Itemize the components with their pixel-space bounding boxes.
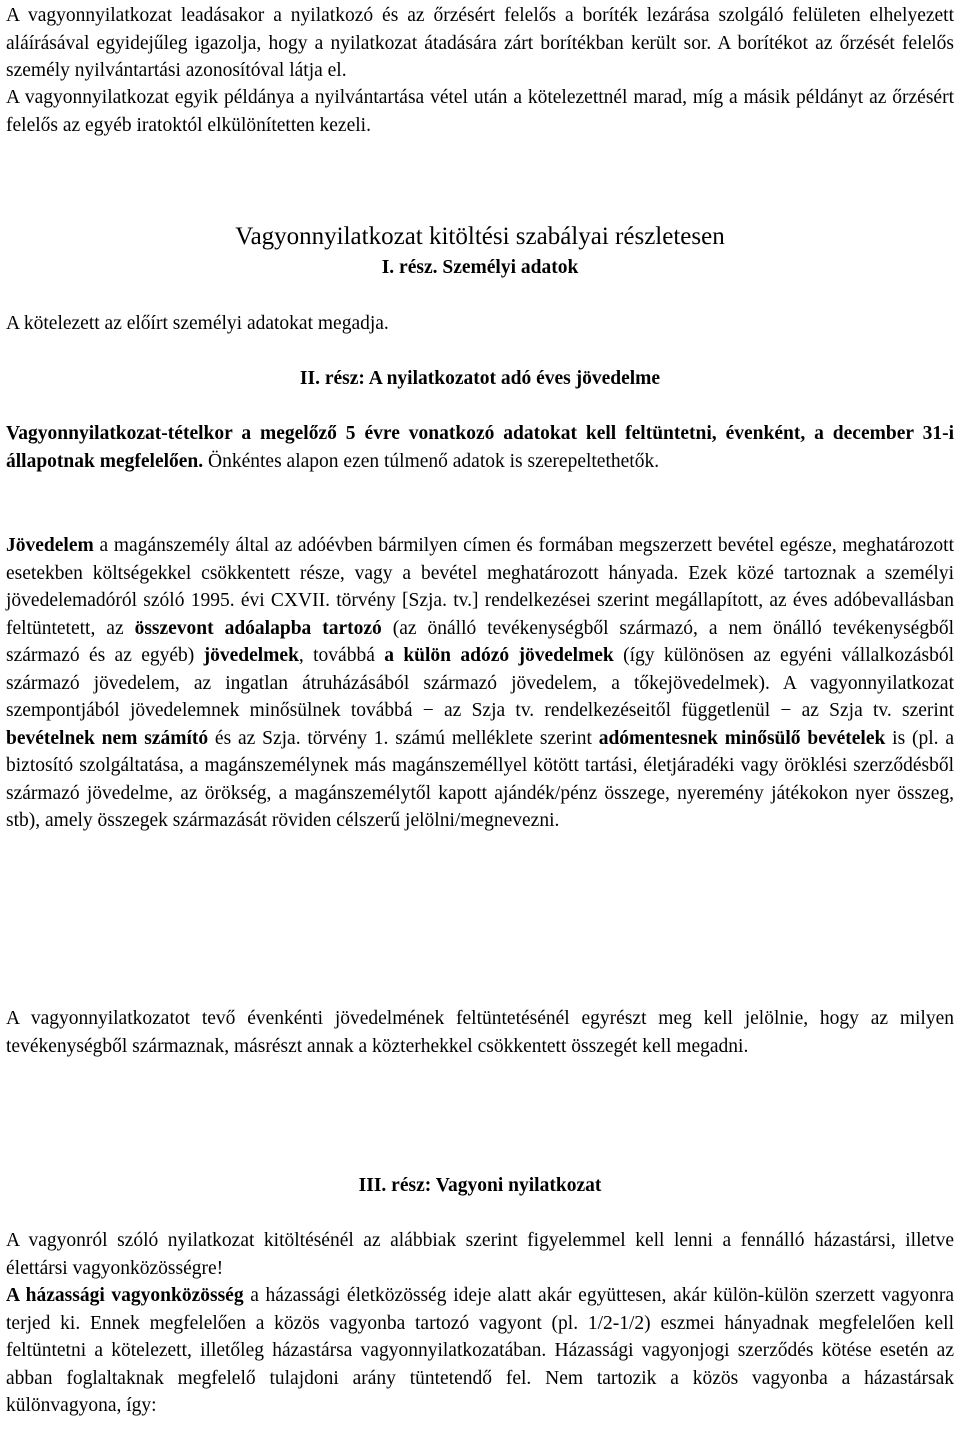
income-bold-3: jövedelmek xyxy=(203,645,299,666)
part2-heading: II. rész: A nyilatkozatot adó éves jövedelme xyxy=(299,368,661,389)
income-text-4: (így különösen az egyéni vállalkozásból származó jövedelem, az ingatlan átruházásából származó jövedelem, a tőkejövedelmek). A vagyonnyilatkozat szempontjából jövedelemnek minősülnek továbbá − az Szja tv. rendelkezéseitől függetlenül − az Szja tv. szerint xyxy=(6,645,954,721)
income-bold-6: adómentesnek minősülő bevételek xyxy=(598,727,886,749)
intro-paragraph-1: A vagyonnyilatkozat leadásakor a nyilatkozó és az őrzésért felelős a boríték lezárása szolgáló felületen elhelyezett aláírásával egyidejűleg igazolja, hogy a nyilatkozat átadására zárt borítékban került sor. A borítékot az őrzését felelős személy nyilvántartási azonosítóval látja el. xyxy=(6,5,954,81)
part2-paragraph-3: A vagyonnyilatkozatot tevő évenkénti jövedelmének feltüntetésénél egyrészt meg kell jelölnie, hogy az milyen tevékenységből származnak, másrészt annak a közterhekkel csökkentett összegét kell megadni. xyxy=(6,1008,954,1057)
income-definition-paragraph xyxy=(6,532,954,835)
income-text-1: a magánszemély által az adóévben bármilyen címen és formában megszerzett bevétel egésze, meghatározott esetekben költségekkel csökkentett része, vagy a bevétel meghatározott hányada. Ezek közé tartoznak a személyi jövedelemadóról szóló 1995. évi CXVII. törvény [Szja. tv.] rendelkezései szerint megállapított, az éves adóbevallásban feltüntetett, az xyxy=(6,535,954,639)
part1-heading-wrap xyxy=(0,254,960,281)
intro-paragraph-2: A vagyonnyilatkozat egyik példánya a nyilvántartása vétel után a kötelezettnél marad, míg a másik példányt az őrzésért felelős az egyéb iratoktól elkülönítetten kezeli. xyxy=(6,87,954,136)
part3-paragraph-2-rest: a házassági életközösség ideje alatt akár együttesen, akár külön-külön szerzett vagyonra terjed ki. Ennek megfelelően a közös vagyonba tartozó vagyont (pl. 1/2-1/2) eszmei hányadnak megfelelően kell feltüntetni a kötelezett, illetőleg házastársa vagyonnyilatkozatában. Házassági vagyonjogi szerződés kötése esetén az abban foglaltaknak megfelelő tulajdoni arány tüntetendő fel. Nem tartozik a közös vagyonba a házastársak különvagyona, így: xyxy=(6,1285,955,1416)
income-bold-5: bevételnek nem számító xyxy=(6,727,209,749)
part3-paragraph-2-bold: A házassági vagyonközösség xyxy=(6,1285,244,1306)
part2-paragraph-1-bold: Vagyonnyilatkozat-tételkor a megelőző 5 évre vonatkozó adatokat kell feltüntetni, évenként, a december 31-i állapotnak megfelelően. xyxy=(6,423,954,472)
part3-paragraph-2 xyxy=(6,1282,954,1420)
part2-paragraph-1 xyxy=(6,420,954,475)
income-term: Jövedelem xyxy=(6,535,94,556)
income-text-3: , továbbá xyxy=(298,645,385,666)
part1-text: A kötelezett az előírt személyi adatokat megadja. xyxy=(6,313,389,334)
section-title: Vagyonnyilatkozat kitöltési szabályai részletesen xyxy=(235,223,725,250)
income-bold-2: összevont adóalapba tartozó xyxy=(134,617,382,639)
part2-heading-wrap xyxy=(0,365,960,392)
part3-heading: III. rész: Vagyoni nyilatkozat xyxy=(358,1175,602,1196)
part1-heading: I. rész. Személyi adatok xyxy=(381,257,579,278)
part3-heading-wrap xyxy=(0,1172,960,1199)
income-bold-4: a külön adózó jövedelmek xyxy=(384,645,614,666)
part2-paragraph-1-rest: Önkéntes alapon ezen túlmenő adatok is szerepeltethetők. xyxy=(203,450,660,472)
income-text-2: (az önálló tevékenységből származó, a nem önálló tevékenységből származó és az egyéb) xyxy=(6,617,954,666)
income-text-6: is (pl. a biztosító szolgáltatása, a magánszemélynek más magánszeméllyel kötött tartási, életjáradéki vagy öröklési szerződésből származó jövedelme, az örökség, a magánszemélytől kapott ajándék/pénz összege, nyeremény játékokon nyer összeg, stb), amely összegek származását röviden célszerű jelölni/megnevezni. xyxy=(6,727,955,831)
part3-paragraph-1: A vagyonról szóló nyilatkozat kitöltésénél az alábbiak szerint figyelemmel kell lenni a fennálló házastársi, illetve élettársi vagyonközösségre! xyxy=(6,1230,954,1279)
income-text-5: és az Szja. törvény 1. számú melléklete szerint xyxy=(208,727,599,749)
